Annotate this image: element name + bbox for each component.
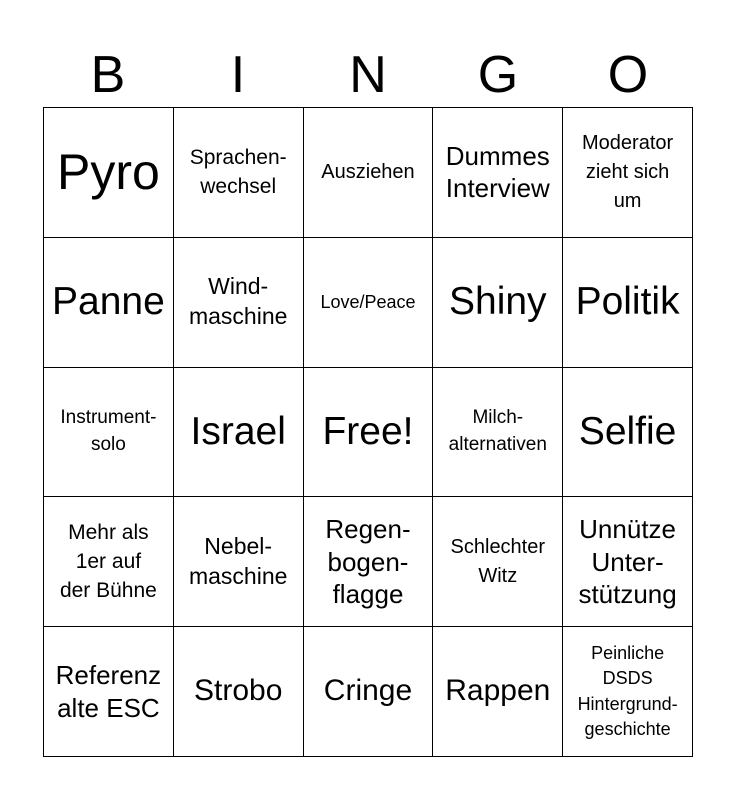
bingo-cell[interactable] — [44, 627, 174, 757]
cell-label: Dummes Interview — [445, 140, 550, 204]
cell-label: Instrument- solo — [60, 407, 157, 455]
bingo-cell[interactable] — [174, 108, 304, 238]
cell-label: Wind- maschine — [188, 273, 288, 330]
cell-label: Peinliche DSDS Hintergrund- geschichte — [577, 643, 678, 739]
bingo-cell[interactable] — [563, 368, 693, 498]
bingo-cell[interactable] — [304, 497, 434, 627]
bingo-cell[interactable] — [304, 108, 434, 238]
bingo-cell[interactable] — [44, 238, 174, 368]
cell-label: Moderator zieht sich um — [582, 131, 674, 212]
bingo-cell[interactable] — [304, 238, 434, 368]
cell-label: Politik — [575, 279, 680, 323]
header-letter-n: N — [349, 46, 387, 104]
cell-label: Milch- alternativen — [448, 407, 547, 455]
bingo-cell[interactable] — [174, 627, 304, 757]
cell-label: Referenz alte ESC — [55, 660, 162, 723]
bingo-cell[interactable] — [44, 108, 174, 238]
bingo-cell[interactable] — [433, 368, 563, 498]
bingo-cell[interactable] — [304, 627, 434, 757]
bingo-cell[interactable] — [563, 238, 693, 368]
bingo-grid — [43, 107, 693, 757]
bingo-cell[interactable] — [44, 368, 174, 498]
header-letter-o: O — [607, 46, 649, 104]
bingo-cell[interactable] — [174, 497, 304, 627]
bingo-cell[interactable] — [44, 497, 174, 627]
cell-label: Regen- bogen- flagge — [325, 514, 411, 610]
bingo-cell[interactable] — [174, 368, 304, 498]
cell-label: Shiny — [449, 279, 547, 323]
cell-label: Rappen — [445, 674, 551, 708]
cell-label: Strobo — [194, 674, 283, 708]
bingo-cell[interactable] — [433, 108, 563, 238]
bingo-cell[interactable] — [304, 368, 434, 498]
bingo-cell[interactable] — [563, 627, 693, 757]
bingo-cell[interactable] — [563, 497, 693, 627]
header-letter-g: G — [477, 46, 519, 104]
bingo-cell[interactable] — [174, 238, 304, 368]
cell-label: Mehr als 1er auf der Bühne — [59, 520, 157, 603]
cell-label: Cringe — [323, 674, 413, 708]
cell-label: Nebel- maschine — [188, 532, 288, 589]
header-letter-b: B — [90, 46, 126, 104]
cell-label: Free! — [322, 409, 414, 453]
bingo-cell[interactable] — [433, 238, 563, 368]
cell-label: Israel — [190, 409, 286, 453]
bingo-cell[interactable] — [563, 108, 693, 238]
cell-label: Love/Peace — [320, 291, 416, 312]
cell-label: Panne — [52, 279, 165, 323]
cell-label: Sprachen- wechsel — [189, 146, 287, 199]
bingo-header — [43, 46, 693, 104]
header-letter-i: I — [230, 46, 246, 104]
cell-label: Unnütze Unter- stützung — [578, 514, 677, 610]
cell-label: Pyro — [56, 143, 160, 200]
cell-label: Selfie — [578, 409, 677, 453]
bingo-cell[interactable] — [433, 627, 563, 757]
bingo-cell[interactable] — [433, 497, 563, 627]
cell-label: Schlechter Witz — [450, 535, 546, 587]
cell-label: Ausziehen — [321, 160, 415, 183]
